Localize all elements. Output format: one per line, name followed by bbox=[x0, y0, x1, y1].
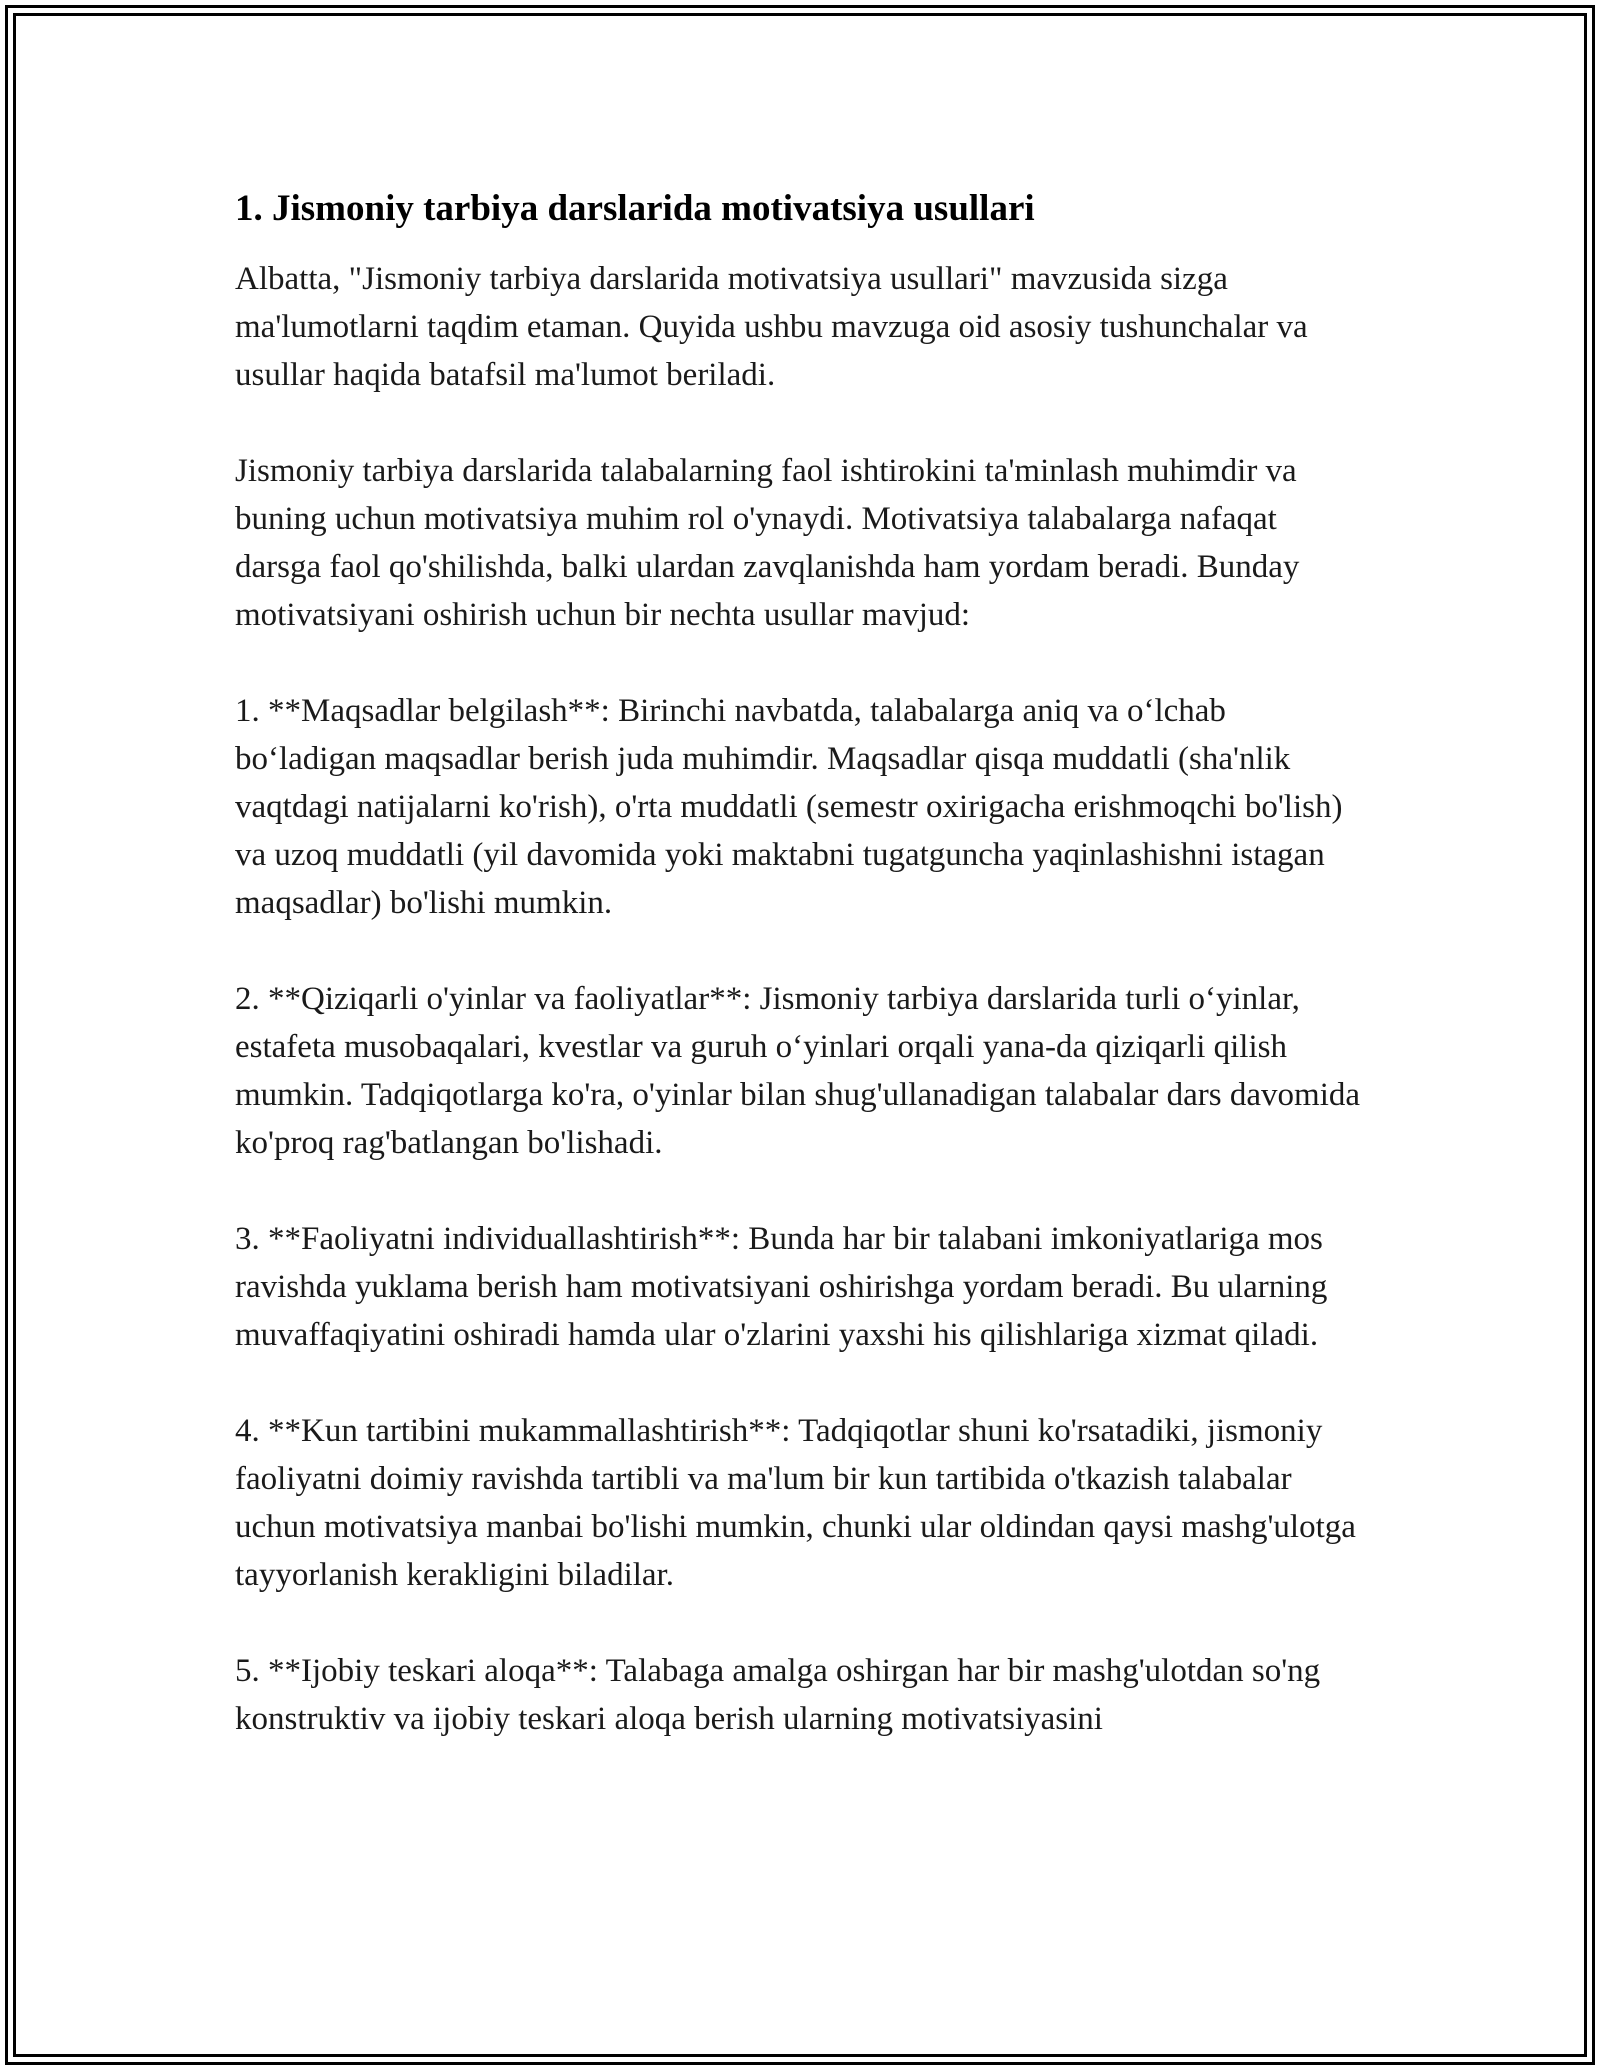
paragraph-overview: Jismoniy tarbiya darslarida talabalarning faol ishtirokini ta'minlash muhimdir va buning uchun motivatsiya muhim rol o'ynaydi. Motivatsiya talabalarga nafaqat darsga faol qo'shilishda, balki ulardan zavqlanishda ham yordam beradi. Bunday motivatsiyani oshirish uchun bir nechta usullar mavjud: bbox=[235, 453, 1300, 633]
paragraph-item-2: 2. **Qiziqarli o'yinlar va faoliyatlar**: Jismoniy tarbiya darslarida turli o‘yinlar, estafeta musobaqalari, kvestlar va guruh o‘yinlari orqali yana-da qiziqarli qilish mumkin. Tadqiqotlarga ko'ra, o'yinlar bilan shug'ullanadigan talabalar dars davomida ko'proq rag'batlangan bo'lishadi. bbox=[235, 981, 1361, 1161]
paragraph-item-4: 4. **Kun tartibini mukammallashtirish**: Tadqiqotlar shuni ko'rsatadiki, jismoniy faoliyatni doimiy ravishda tartibli va ma'lum bir kun tartibida o'tkazish talabalar uchun motivatsiya manbai bo'lishi mumkin, chunki ular oldindan qaysi mashg'ulotga tayyorlanish kerakligini biladilar. bbox=[235, 1413, 1356, 1593]
paragraph-intro: Albatta, "Jismoniy tarbiya darslarida motivatsiya usullari" mavzusida sizga ma'lumotlarni taqdim etaman. Quyida ushbu mavzuga oid asosiy tushunchalar va usullar haqida batafsil ma'lumot beriladi. bbox=[235, 261, 1308, 393]
paragraph-item-1: 1. **Maqsadlar belgilash**: Birinchi navbatda, talabalarga aniq va o‘lchab bo‘ladigan maqsadlar berish juda muhimdir. Maqsadlar qisqa muddatli (sha'nlik vaqtdagi natijalarni ko'rish), o'rta muddatli (semestr oxirigacha erishmoqchi bo'lish) va uzoq muddatli (yil davomida yoki maktabni tugatguncha yaqinlashishni istagan maqsadlar) bo'lishi mumkin. bbox=[235, 693, 1343, 921]
document-body bbox=[235, 185, 1365, 1743]
document-title: 1. Jismoniy tarbiya darslarida motivatsiya usullari bbox=[235, 188, 1035, 229]
paragraph-item-3: 3. **Faoliyatni individuallashtirish**: Bunda har bir talabani imkoniyatlariga mos ravishda yuklama berish ham motivatsiyani oshirishga yordam beradi. Bu ularning muvaffaqiyatini oshiradi hamda ular o'zlarini yaxshi his qilishlariga xizmat qiladi. bbox=[235, 1221, 1328, 1353]
paragraph-item-5: 5. **Ijobiy teskari aloqa**: Talabaga amalga oshirgan har bir mashg'ulotdan so'ng konstruktiv va ijobiy teskari aloqa berish ularning motivatsiyasini bbox=[235, 1653, 1321, 1737]
